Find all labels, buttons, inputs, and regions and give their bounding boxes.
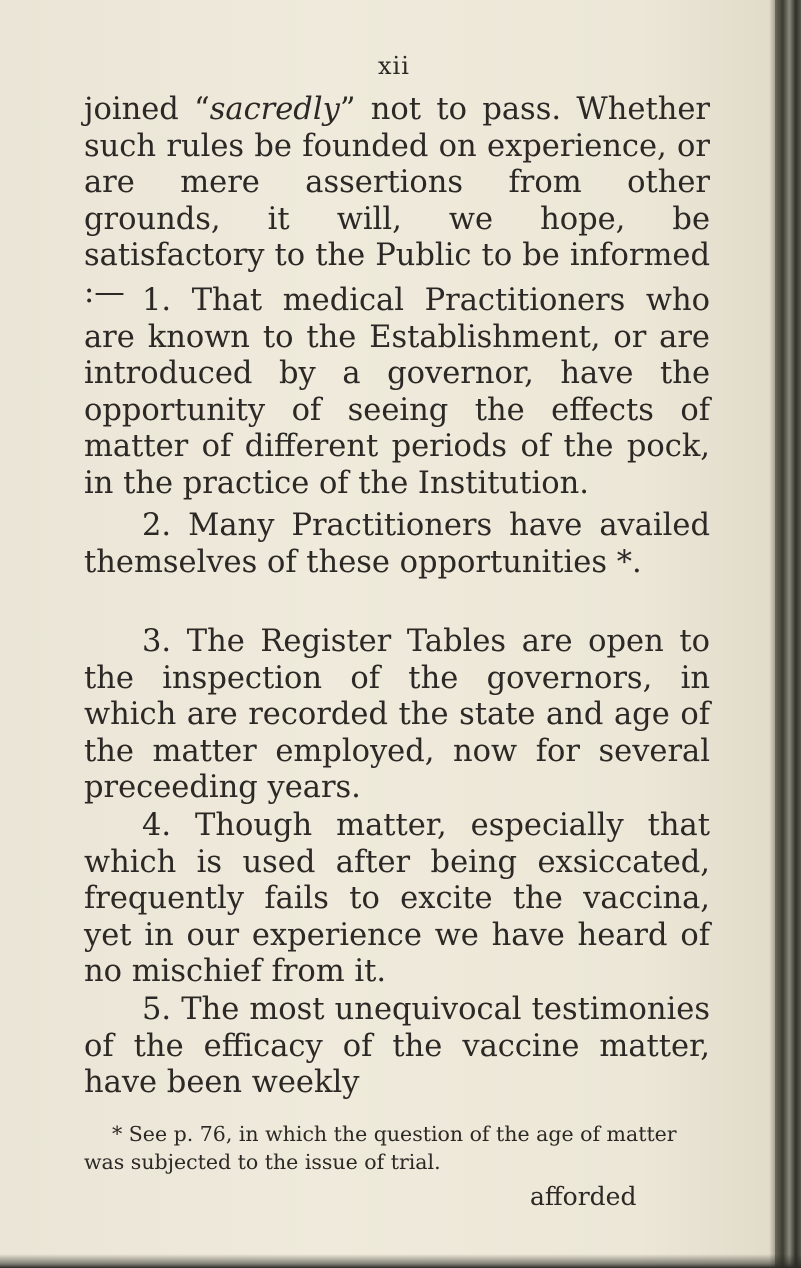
lead-text-end: ” not to pass. Whether such rules be founded on experience, or are mere assertions from other grounds, it will, we hope, be satisfactory to the Public to be informed :—	[84, 92, 710, 310]
book-spine	[775, 0, 801, 1268]
footnote: * See p. 76, in which the question of the age of matter was subjected to the issue of trial.	[84, 1122, 677, 1174]
lead-italic-word: sacredly	[209, 92, 340, 127]
paragraph-2: 2. Many Practitioners have availed themselves of these opportunities *.	[84, 508, 710, 580]
paragraph-5: 5. The most unequivocal testimonies of the efficacy of the vaccine matter, have been weekly	[84, 992, 710, 1100]
catchword: afforded	[530, 1182, 637, 1211]
paragraph-3: 3. The Register Tables are open to the inspection of the governors, in which are recorded the state and age of the matter employed, now for several preceeding years.	[84, 624, 710, 805]
page-number: xii	[378, 52, 410, 80]
paragraph-1: 1. That medical Practitioners who are known to the Establishment, or are introduced by a governor, have the opportunity of seeing the effects of matter of different periods of the pock, in the practice of the Institution.	[84, 283, 710, 501]
lead-paragraph	[84, 92, 710, 311]
page-bottom-edge	[0, 1254, 801, 1268]
paragraph-4: 4. Though matter, especially that which is used after being exsiccated, frequently fails to excite the vaccina, yet in our experience we have heard of no mischief from it.	[84, 808, 710, 989]
lead-text-start: joined “	[84, 92, 210, 127]
